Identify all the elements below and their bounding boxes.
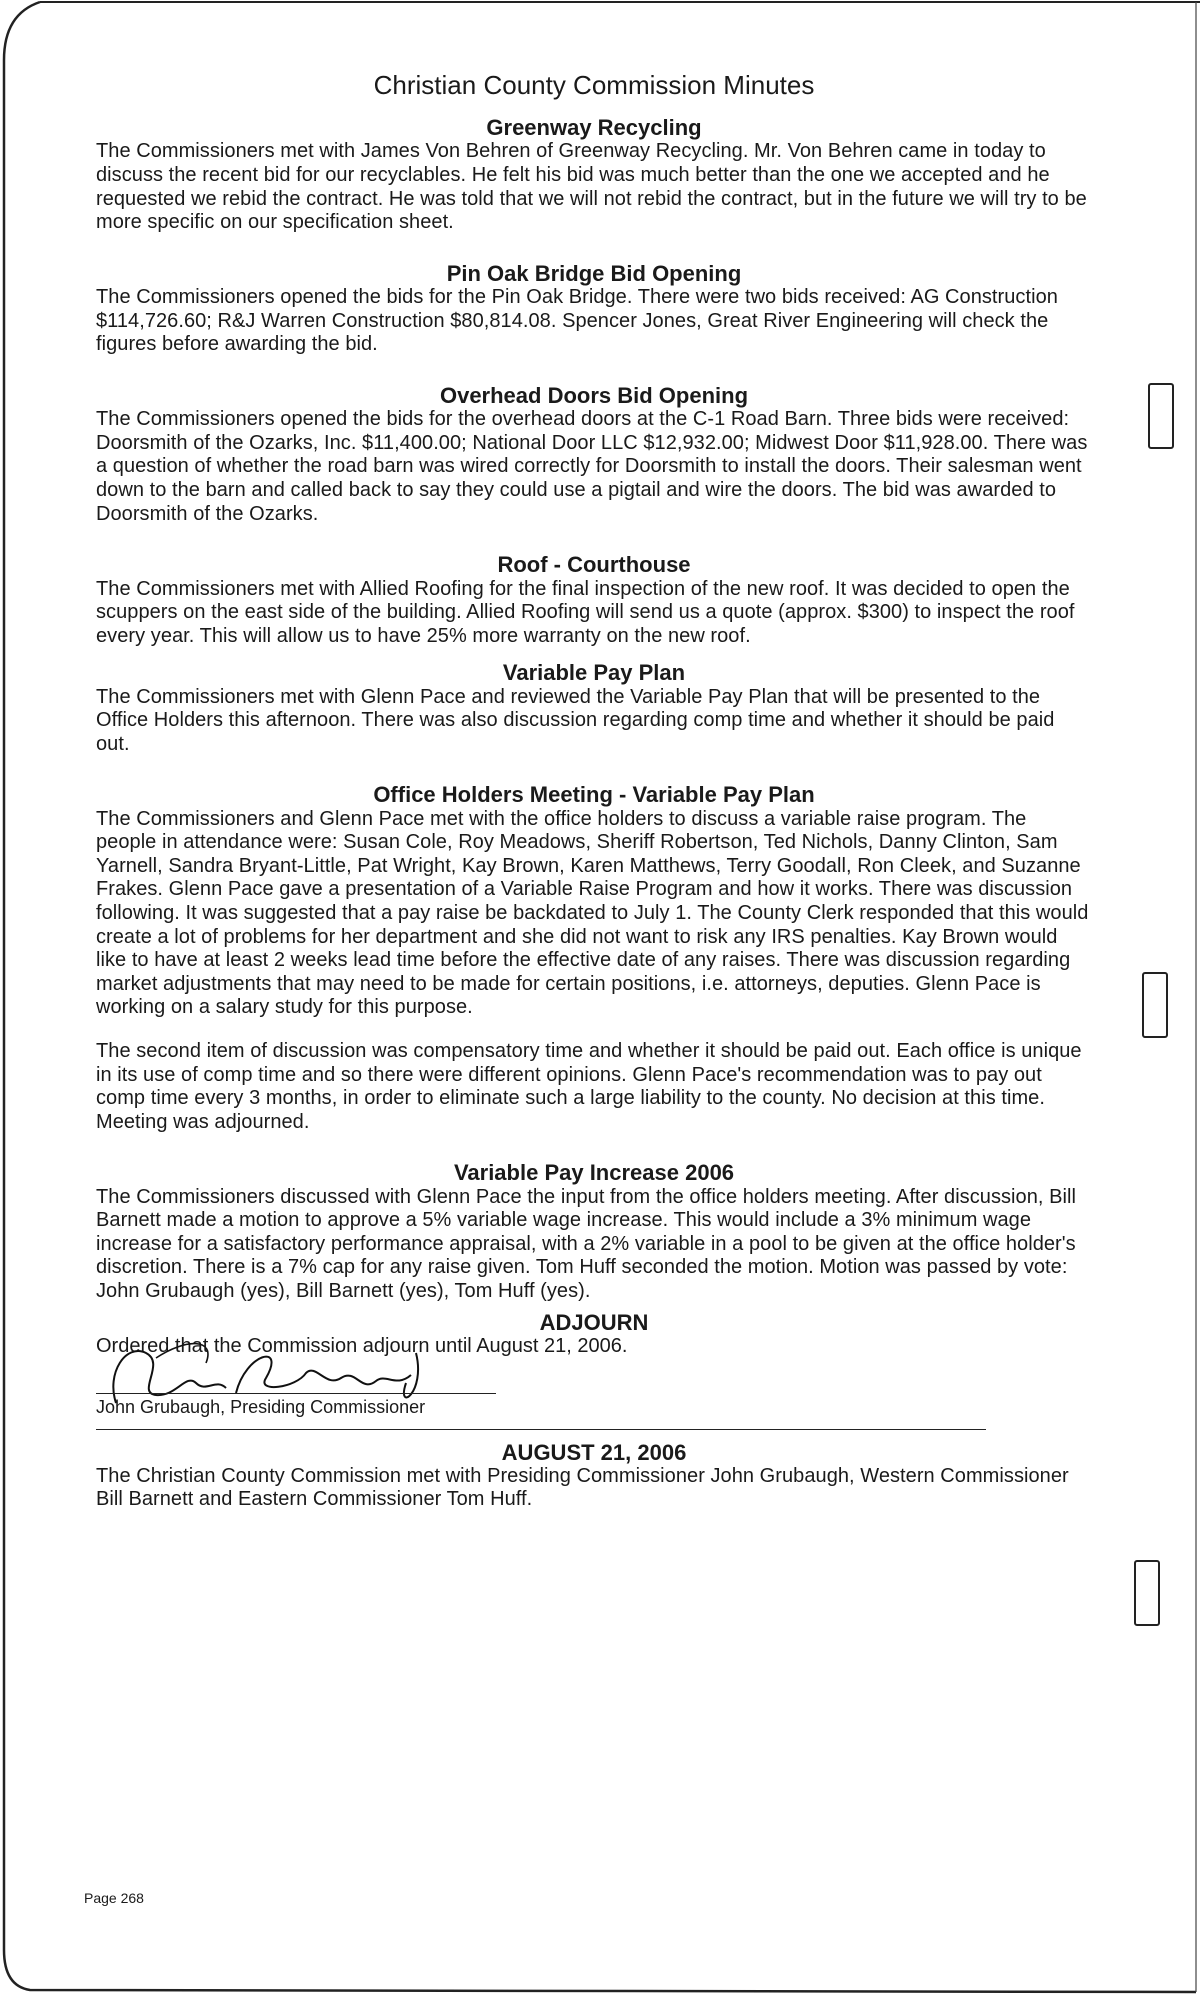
section-office-holders-meeting [96,782,1092,1134]
section-body: The Commissioners met with Glenn Pace and reviewed the Variable Pay Plan that will be presented to the Office Holders this afternoon. There was also discussion regarding comp time and whether it should be paid out. [96,685,1055,755]
section-adjourn [96,1310,1092,1423]
minutes-page [96,62,1092,1512]
section-overhead-doors [96,383,1092,526]
adjourn-heading: ADJOURN [539,1309,649,1335]
page-number: Page 268 [84,1890,144,1906]
section-heading: Overhead Doors Bid Opening [439,382,749,408]
binder-hole-top [1148,383,1174,449]
section-august-21-2006 [96,1440,1092,1512]
signature-block [96,1363,516,1423]
horizontal-rule [96,1429,986,1430]
document-title: Christian County Commission Minutes [373,70,815,100]
section-heading: Roof - Courthouse [497,552,691,578]
section-body: The Commissioners discussed with Glenn Pace the input from the office holders meeting. After discussion, Bill Barnett made a motion to approve a 5% variable wage increase. This would include a 3% minimum wage increase for a satisfactory performance appraisal, with a 2% variable in a pool to be given at the office holder's discretion. There is a 7% cap for any raise given. Tom Huff seconded the motion. Motion was passed by vote: John Grubaugh (yes), Bill Barnett (yes), Tom Huff (yes). [96,1185,1076,1303]
section-body: The Commissioners met with James Von Behren of Greenway Recycling. Mr. Von Behren came in today to discuss the recent bid for our recyclables. He felt his bid was much better than the one we accepted and he requested we rebid the contract. He was told that we will not rebid the contract, but in the future we will try to be more specific on our specification sheet. [96,140,1087,234]
section-body: The Commissioners met with Allied Roofing for the final inspection of the new roof. It was decided to open the scuppers on the east side of the building. Allied Roofing will send us a quote (approx. $300) to inspect the roof every year. This will allow us to have 25% more warranty on the new roof. [96,577,1075,647]
section-body: The Commissioners and Glenn Pace met with the office holders to discuss a variable raise program. The people in attendance were: Susan Cole, Roy Meadows, Sheriff Robertson, Ted Nichols, Danny Clinton, Sam Yarnell, Sandra Bryant-Little, Pat Wright, Kay Brown, Karen Matthews, Terry Goodall, Ron Cleek, and Suzanne Frakes. Glenn Pace gave a presentation of a Variable Raise Program and how it works. There was discussion following. It was suggested that a pay raise be backdated to July 1. The County Clerk responded that this would create a lot of problems for her department and she did not want to risk any IRS penalties. Kay Brown would like to have at least 2 weeks lead time before the effective date of any raises. There was discussion regarding market adjustments that may need to be made for certain positions, i.e. attorneys, deputies. Glenn Pace is working on a salary study for this purpose. [96,807,1089,1019]
section-body: The Commissioners opened the bids for the overhead doors at the C-1 Road Barn. Three bids were received: Doorsmith of the Ozarks, Inc. $11,400.00; National Door LLC $12,932.00; Midwest Door $11,928.00. There was a question of whether the road barn was wired correctly for Doorsmith to install the doors. Their salesman went down to the barn and called back to say they could use a pigtail and wire the doors. The bid was awarded to Doorsmith of the Ozarks. [96,408,1088,525]
section-roof-courthouse [96,552,1092,648]
section-body: The Christian County Commission met with Presiding Commissioner John Grubaugh, Western Commissioner Bill Barnett and Eastern Commissioner Tom Huff. [96,1464,1069,1511]
binder-hole-middle [1142,972,1168,1038]
section-heading: Office Holders Meeting - Variable Pay Plan [373,782,815,808]
section-greenway-recycling [96,115,1092,235]
section-body: The Commissioners opened the bids for the Pin Oak Bridge. There were two bids received: AG Construction $114,726.60; R&J Warren Construction $80,814.08. Spencer Jones, Great River Engineering will check the figures before awarding the bid. [96,286,1058,356]
signatory-name: John Grubaugh, Presiding Commissioner [96,1396,426,1417]
adjourn-order: Ordered that the Commission adjourn until August 21, 2006. [96,1334,628,1357]
section-heading: Greenway Recycling [486,115,702,141]
signature-line [96,1393,496,1394]
section-body-continued: The second item of discussion was compensatory time and whether it should be paid out. Each office is unique in its use of comp time and so there were different opinions. Glenn Pace's recommendation was to pay out comp time every 3 months, in order to eliminate such a large liability to the county. No decision at this time. Meeting was adjourned. [96,1040,1082,1133]
section-heading: Variable Pay Plan [502,660,686,686]
section-heading: Variable Pay Increase 2006 [453,1160,735,1186]
section-variable-pay-increase [96,1160,1092,1303]
binder-hole-bottom [1134,1560,1160,1626]
meeting-date-heading: AUGUST 21, 2006 [501,1439,687,1465]
section-pin-oak-bridge [96,261,1092,357]
section-heading: Pin Oak Bridge Bid Opening [446,260,742,286]
section-variable-pay-plan [96,660,1092,756]
